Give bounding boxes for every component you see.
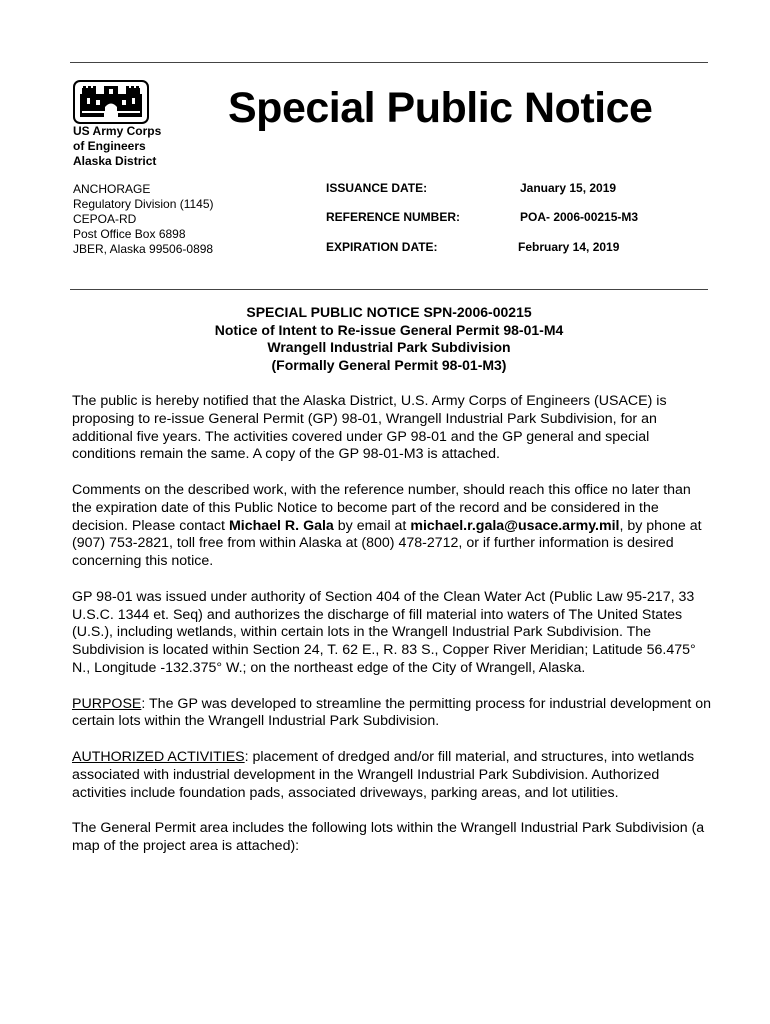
header-divider (70, 289, 708, 290)
heading-line-1: SPECIAL PUBLIC NOTICE SPN-2006-00215 (246, 304, 532, 320)
org-line-3: Alaska District (73, 154, 157, 168)
paragraph-purpose (72, 696, 712, 732)
paragraph-activities (72, 749, 712, 802)
purpose-text: : The GP was developed to streamline the permitting process for industrial development on certain lots within the Wrangell Industrial Park Subdivision. (72, 695, 712, 730)
address-line-5: JBER, Alaska 99506-0898 (73, 242, 214, 256)
notice-heading (70, 304, 708, 374)
paragraph-permit-area: The General Permit area includes the following lots within the Wrangell Industrial Park Subdivision (a map of the project area is attached): (72, 820, 705, 854)
contact-name: Michael R. Gala (228, 517, 334, 534)
paragraph-comments (72, 482, 712, 571)
authorized-activities-text: : placement of dredged and/or fill material, and structures, into wetlands associated with industrial development in the Wrangell Industrial Park Subdivision. Authorized activities include foundation pads, associated driveways, parking areas, and lot utilities. (72, 748, 695, 801)
contact-email: michael.r.gala@usace.army.mil (410, 517, 620, 534)
heading-line-4: (Formally General Permit 98-01-M3) (271, 356, 507, 373)
heading-line-2: Notice of Intent to Re-issue General Permit 98-01-M4 (214, 321, 564, 338)
usace-castle-logo (73, 80, 149, 124)
comments-text-2: by email at (333, 517, 411, 534)
top-divider (70, 62, 708, 63)
notice-body (72, 393, 712, 874)
paragraph-authority: GP 98-01 was issued under authority of Section 404 of the Clean Water Act (Public Law 95-217, 33 U.S.C. 1344 et. Seq) and authorizes the discharge of fill material into waters of The United States (U.S.), including wetlands, within certain lots in the Wrangell Industrial Park Subdivision. The Subdivision is located within Section 24, T. 62 E., R. 83 S., Copper River Meridian; Latitude 56.475° N., Longitude -132.375° W.; on the northeast edge of the City of Wrangell, Alaska. (72, 588, 696, 676)
office-address (73, 182, 214, 257)
heading-line-3: Wrangell Industrial Park Subdivision (267, 339, 511, 355)
comments-text: Comments on the described work, with the reference number, should reach this office no later than the expiration date of this Public Notice to become part of the record and be considered in the decision. Please contact (72, 481, 691, 534)
expiration-date-value: February 14, 2019 (518, 240, 620, 254)
paragraph-intent: The public is hereby notified that the Alaska District, U.S. Army Corps of Engineers (USACE) is proposing to re-issue General Permit (GP) 98-01, Wrangell Industrial Park Subdivision, for an additional five years. The activities covered under GP 98-01 and the GP general and special conditions remain the same. A copy of the GP 98-01-M3 is attached. (72, 393, 667, 463)
org-line-2: of Engineers (73, 139, 146, 153)
reference-number-value: POA- 2006-00215-M3 (520, 210, 639, 224)
address-line-2: Regulatory Division (1145) (73, 197, 214, 211)
purpose-label: PURPOSE (72, 695, 142, 712)
address-line-1: ANCHORAGE (73, 182, 151, 196)
issuance-date-label: ISSUANCE DATE: (326, 181, 428, 195)
org-line-1: US Army Corps (73, 124, 162, 138)
authorized-activities-label: AUTHORIZED ACTIVITIES (72, 748, 245, 765)
issuance-date-value: January 15, 2019 (520, 181, 617, 195)
expiration-date-label: EXPIRATION DATE: (326, 240, 438, 254)
castle-icon (78, 85, 144, 119)
address-line-3: CEPOA-RD (73, 212, 137, 226)
organization-name (73, 124, 161, 169)
comments-text-3: , by phone at (907) 753-2821, toll free from within Alaska at (800) 478-2712, or if further information is desired concerning this notice. (72, 517, 702, 570)
document-title: Special Public Notice (228, 84, 653, 132)
reference-number-label: REFERENCE NUMBER: (326, 210, 461, 224)
address-line-4: Post Office Box 6898 (73, 227, 186, 241)
